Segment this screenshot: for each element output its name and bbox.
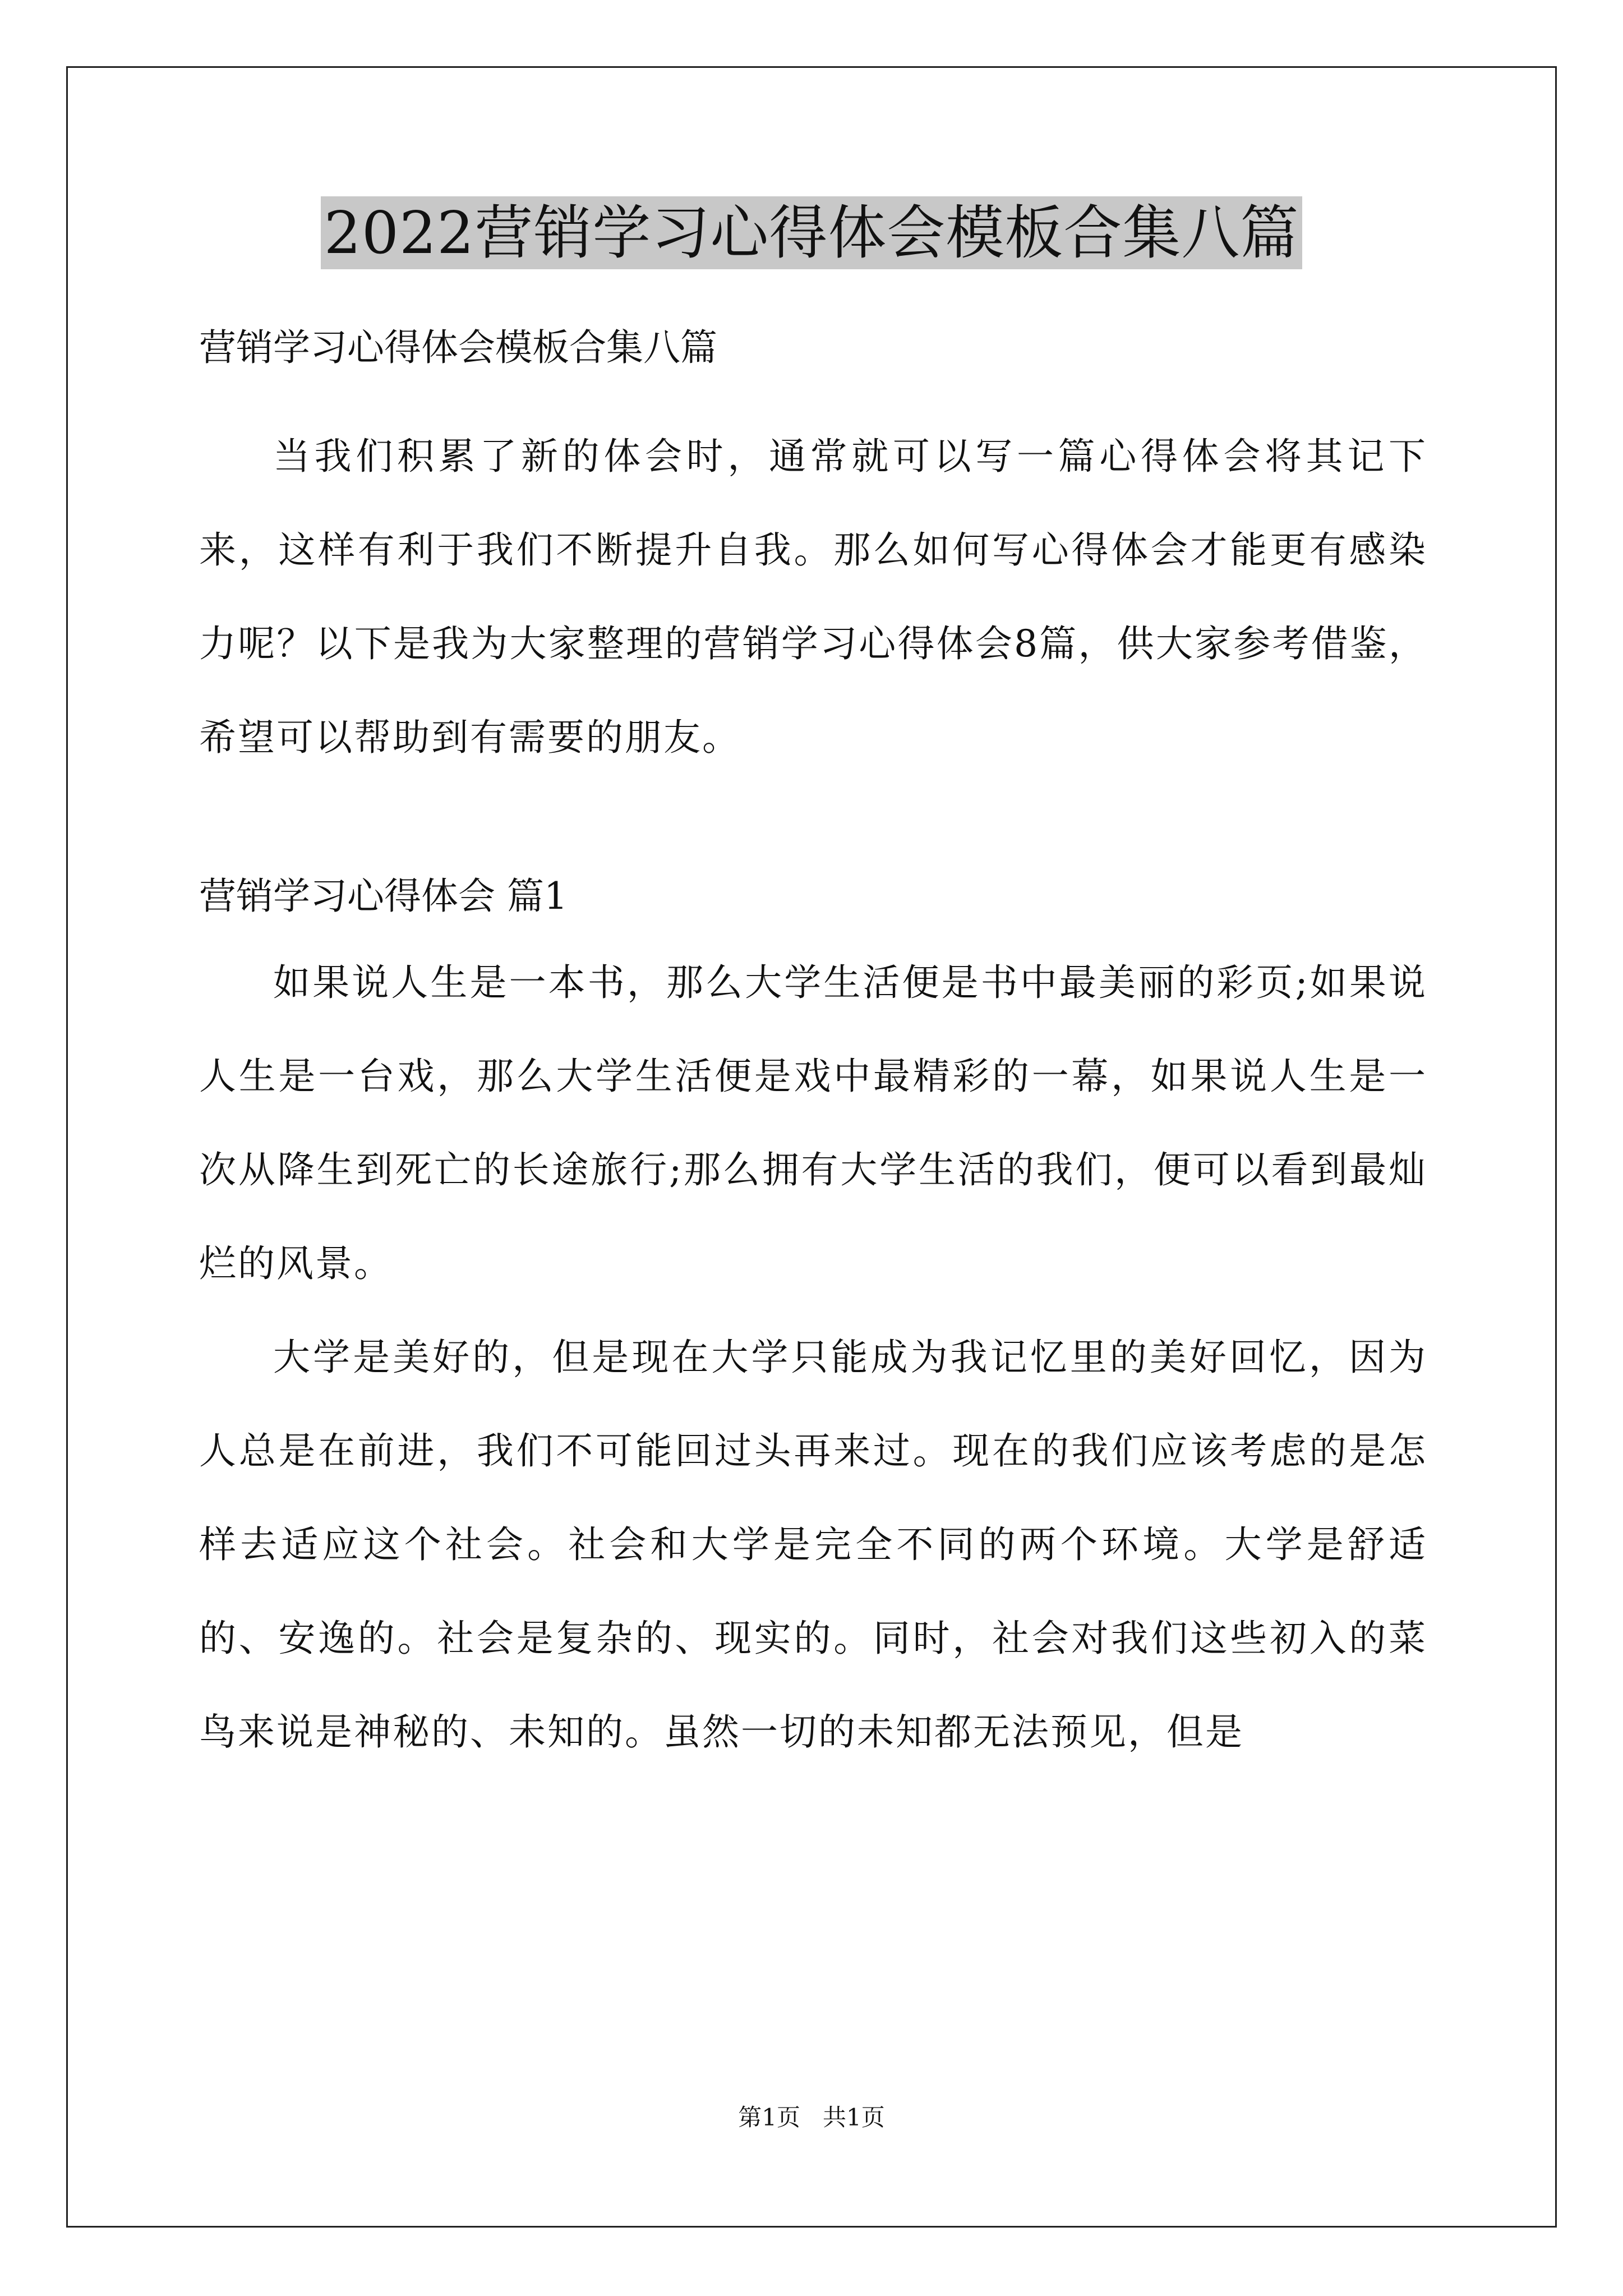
document-subtitle: 营销学习心得体会模板合集八篇 <box>199 326 717 369</box>
section-1-heading: 营销学习心得体会 篇1 <box>199 875 568 918</box>
section-1-paragraph-2: 大学是美好的，但是现在大学只能成为我记忆里的美好回忆，因为人总是在前进，我们不可能回过头再来过。现在的我们应该考虑的是怎样去适应这个社会。社会和大学是完全不同的两个环境。大学是舒适的、安逸的。社会是复杂的、现实的。同时，社会对我们这些初入的菜鸟来说是神秘的、未知的。虽然一切的未知都无法预见，但是 <box>199 1336 1427 1754</box>
page-number: 第1页 共1页 <box>738 2104 885 2131</box>
document-title: 2022营销学习心得体会模板合集八篇 <box>321 196 1303 269</box>
section-1-paragraph-1: 如果说人生是一本书，那么大学生活便是书中最美丽的彩页;如果说人生是一台戏，那么大学生活便是戏中最精彩的一幕，如果说人生是一次从降生到死亡的长途旅行;那么拥有大学生活的我们，便可以看到最灿烂的风景。 <box>199 961 1427 1285</box>
title-container <box>0 196 1623 269</box>
page-footer <box>0 2101 1623 2134</box>
document-body <box>199 314 1427 1779</box>
intro-paragraph: 当我们积累了新的体会时，通常就可以写一篇心得体会将其记下来，这样有利于我们不断提升自我。那么如何写心得体会才能更有感染力呢？以下是我为大家整理的营销学习心得体会8篇，供大家参考借鉴，希望可以帮助到有需要的朋友。 <box>199 435 1427 759</box>
